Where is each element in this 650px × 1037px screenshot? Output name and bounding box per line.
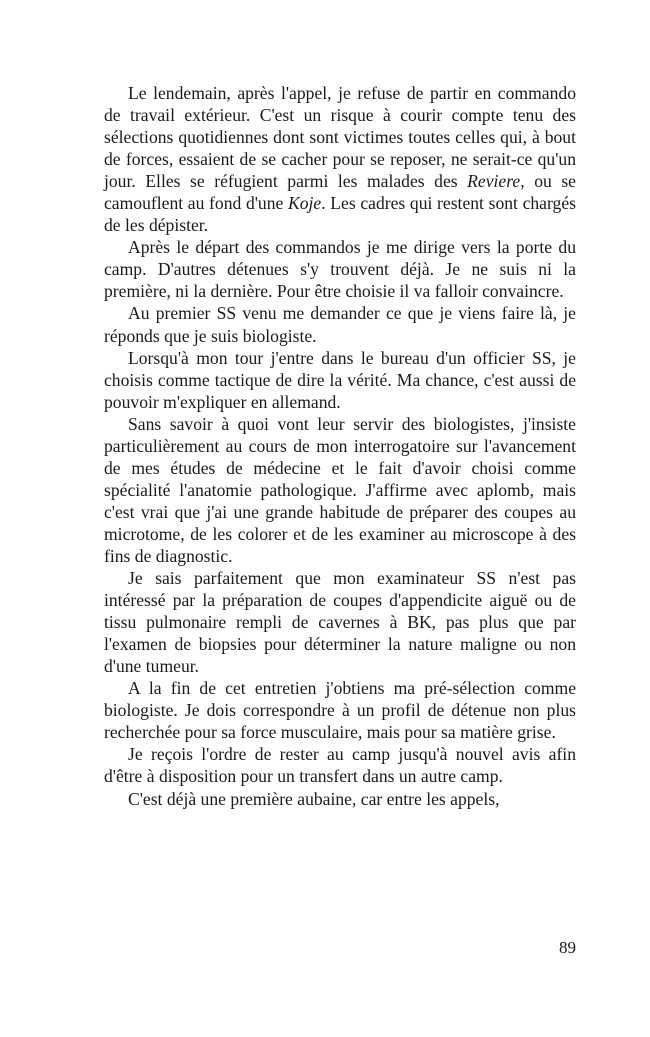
term-reviere: Reviere (467, 171, 521, 192)
page-number: 89 (559, 938, 576, 957)
paragraph-9: C'est déjà une première aubaine, car entre les appels, (128, 788, 500, 809)
paragraph-7: A la fin de cet entretien j'obtiens ma pré-sélection comme biologiste. Je dois correspondre à un profil de détenue non plus recherchée pour sa force musculaire, mais pour sa matière grise. (104, 678, 576, 743)
paragraph-1-part-3: . Les cadres qui restent sont chargés de les dépister. (104, 193, 576, 236)
term-koje: Koje (287, 193, 322, 214)
paragraph-1 (104, 82, 576, 236)
paragraph-8: Je reçois l'ordre de rester au camp jusqu'à nouvel avis afin d'être à disposition pour un transfert dans un autre camp. (104, 744, 576, 787)
paragraph-4: Lorsqu'à mon tour j'entre dans le bureau d'un officier SS, je choisis comme tactique de dire la vérité. Ma chance, c'est aussi de pouvoir m'expliquer en allemand. (104, 347, 576, 412)
paragraph-1-part-1: Le lendemain, après l'appel, je refuse de partir en commando de travail extérieur. C'est un risque à courir compte tenu des sélections quotidiennes dont sont victimes toutes celles qui, à bout de forces, essaient de se cacher pour se reposer, ne serait-ce qu'un jour. Elles se réfugient parmi les malades des (104, 83, 576, 192)
paragraph-3: Au premier SS venu me demander ce que je viens faire là, je réponds que je suis biologiste. (104, 303, 576, 346)
paragraph-1-part-2: , ou se camouflent au fond d'une (104, 171, 576, 214)
paragraph-2: Après le départ des commandos je me dirige vers la porte du camp. D'autres détenues s'y trouvent déjà. Je ne suis ni la première, ni la dernière. Pour être choisie il va falloir convaincre. (104, 237, 576, 302)
paragraph-6: Je sais parfaitement que mon examinateur SS n'est pas intéressé par la préparation de coupes d'appendicite aiguë ou de tissu pulmonaire rempli de cavernes à BK, pas plus que par l'examen de biopsies pour déterminer la nature maligne ou non d'une tumeur. (104, 568, 576, 677)
paragraph-5: Sans savoir à quoi vont leur servir des biologistes, j'insiste particulièrement au cours de mon interrogatoire sur l'avancement de mes études de médecine et le fait d'avoir choisi comme spécialité l'anatomie pathologique. J'affirme avec aplomb, mais c'est vrai que j'ai une grande habitude de préparer des coupes au microtome, de les colorer et de les examiner au microscope à des fins de diagnostic. (104, 413, 576, 566)
page-body (104, 82, 576, 810)
